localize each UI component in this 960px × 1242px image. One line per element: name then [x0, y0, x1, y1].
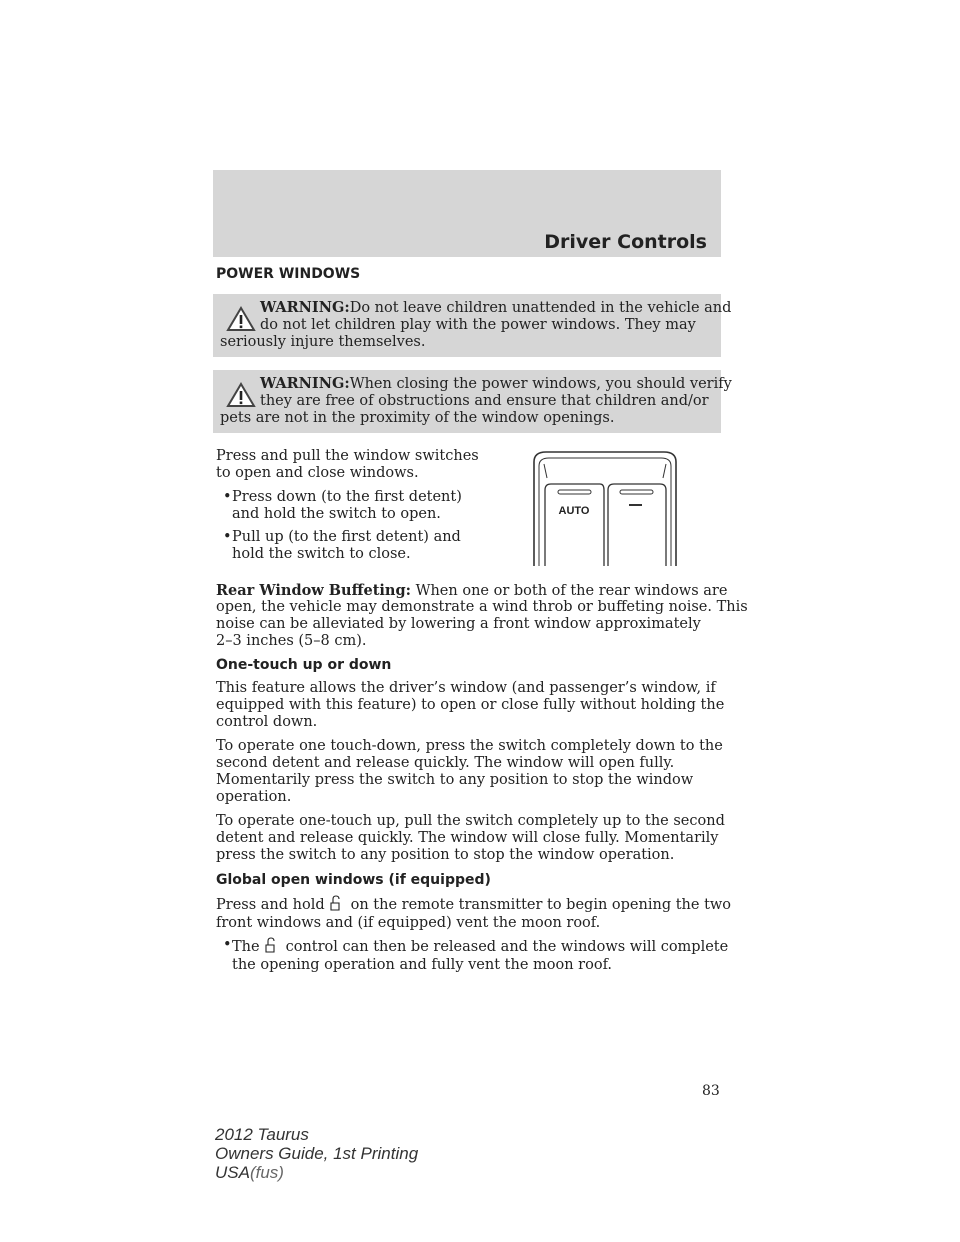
- paragraph-line: second detent and release quickly. The window will open fully.: [216, 755, 675, 771]
- list-item: • Press down (to the first detent): [223, 489, 462, 505]
- page-title: POWER WINDOWS: [216, 266, 361, 282]
- warning-text: they are free of obstructions and ensure that children and/or: [260, 393, 709, 409]
- warning-text: seriously injure themselves.: [220, 334, 426, 350]
- intro-line: to open and close windows.: [216, 465, 419, 481]
- one-touch-heading: One-touch up or down: [216, 657, 392, 673]
- warning-triangle-icon: [226, 382, 256, 408]
- warning-label: WARNING:: [260, 375, 350, 392]
- auto-label: AUTO: [558, 505, 590, 517]
- footer-line: USA(fus): [215, 1163, 284, 1182]
- list-item: • The control can then be released and the windows will complete: [223, 937, 729, 955]
- paragraph-line: This feature allows the driver’s window (and passenger’s window, if: [216, 680, 716, 696]
- warning-text: do not let children play with the power windows. They may: [260, 317, 696, 333]
- list-item: • Pull up (to the first detent) and: [223, 529, 461, 545]
- footer-line: 2012 Taurus: [215, 1125, 309, 1144]
- footer-line: Owners Guide, 1st Printing: [215, 1144, 419, 1163]
- paragraph-line: operation.: [216, 789, 292, 805]
- paragraph-line: Press and hold on the remote transmitter to begin opening the two: [216, 897, 732, 913]
- warning-box-1: [213, 294, 732, 357]
- unlock-remote-icon: [262, 937, 278, 953]
- warning-text: When closing the power windows, you should verify: [349, 376, 732, 392]
- warning-triangle-icon: [226, 306, 256, 332]
- rear-buffeting-line: 2–3 inches (5–8 cm).: [216, 633, 367, 649]
- warning-box-2: [213, 370, 732, 433]
- paragraph-line: control down.: [216, 714, 318, 730]
- paragraph-line: press the switch to any position to stop the window operation.: [216, 847, 675, 863]
- unlock-remote-icon: [327, 895, 343, 911]
- rear-buffeting-line: Rear Window Buffeting: When one or both of the rear windows are: [216, 582, 728, 599]
- page-number: 83: [702, 1083, 720, 1099]
- warning-text: Do not leave children unattended in the vehicle and: [349, 300, 732, 316]
- list-item-cont: the opening operation and fully vent the moon roof.: [232, 957, 613, 973]
- global-open-heading: Global open windows (if equipped): [216, 872, 491, 888]
- list-item-cont: hold the switch to close.: [232, 546, 411, 562]
- paragraph-line: detent and release quickly. The window will close fully. Momentarily: [216, 830, 719, 846]
- header-bar: [213, 170, 721, 257]
- list-item-cont: and hold the switch to open.: [232, 506, 441, 522]
- paragraph-line: To operate one touch-down, press the switch completely down to the: [216, 738, 723, 754]
- window-switch-illustration: [520, 448, 680, 568]
- warning-label: WARNING:: [260, 299, 350, 316]
- paragraph-line: Momentarily press the switch to any position to stop the window: [216, 772, 694, 788]
- rear-buffeting-line: open, the vehicle may demonstrate a wind throb or buffeting noise. This: [216, 599, 748, 615]
- rear-buffeting-line: noise can be alleviated by lowering a front window approximately: [216, 616, 701, 632]
- intro-line: Press and pull the window switches: [216, 448, 479, 464]
- section-header: Driver Controls: [544, 231, 707, 253]
- warning-text: pets are not in the proximity of the window openings.: [220, 410, 615, 426]
- paragraph-line: To operate one-touch up, pull the switch completely up to the second: [216, 813, 725, 829]
- paragraph-line: equipped with this feature) to open or close fully without holding the: [216, 697, 725, 713]
- footer: [215, 1125, 418, 1182]
- paragraph-line: front windows and (if equipped) vent the moon roof.: [216, 915, 601, 931]
